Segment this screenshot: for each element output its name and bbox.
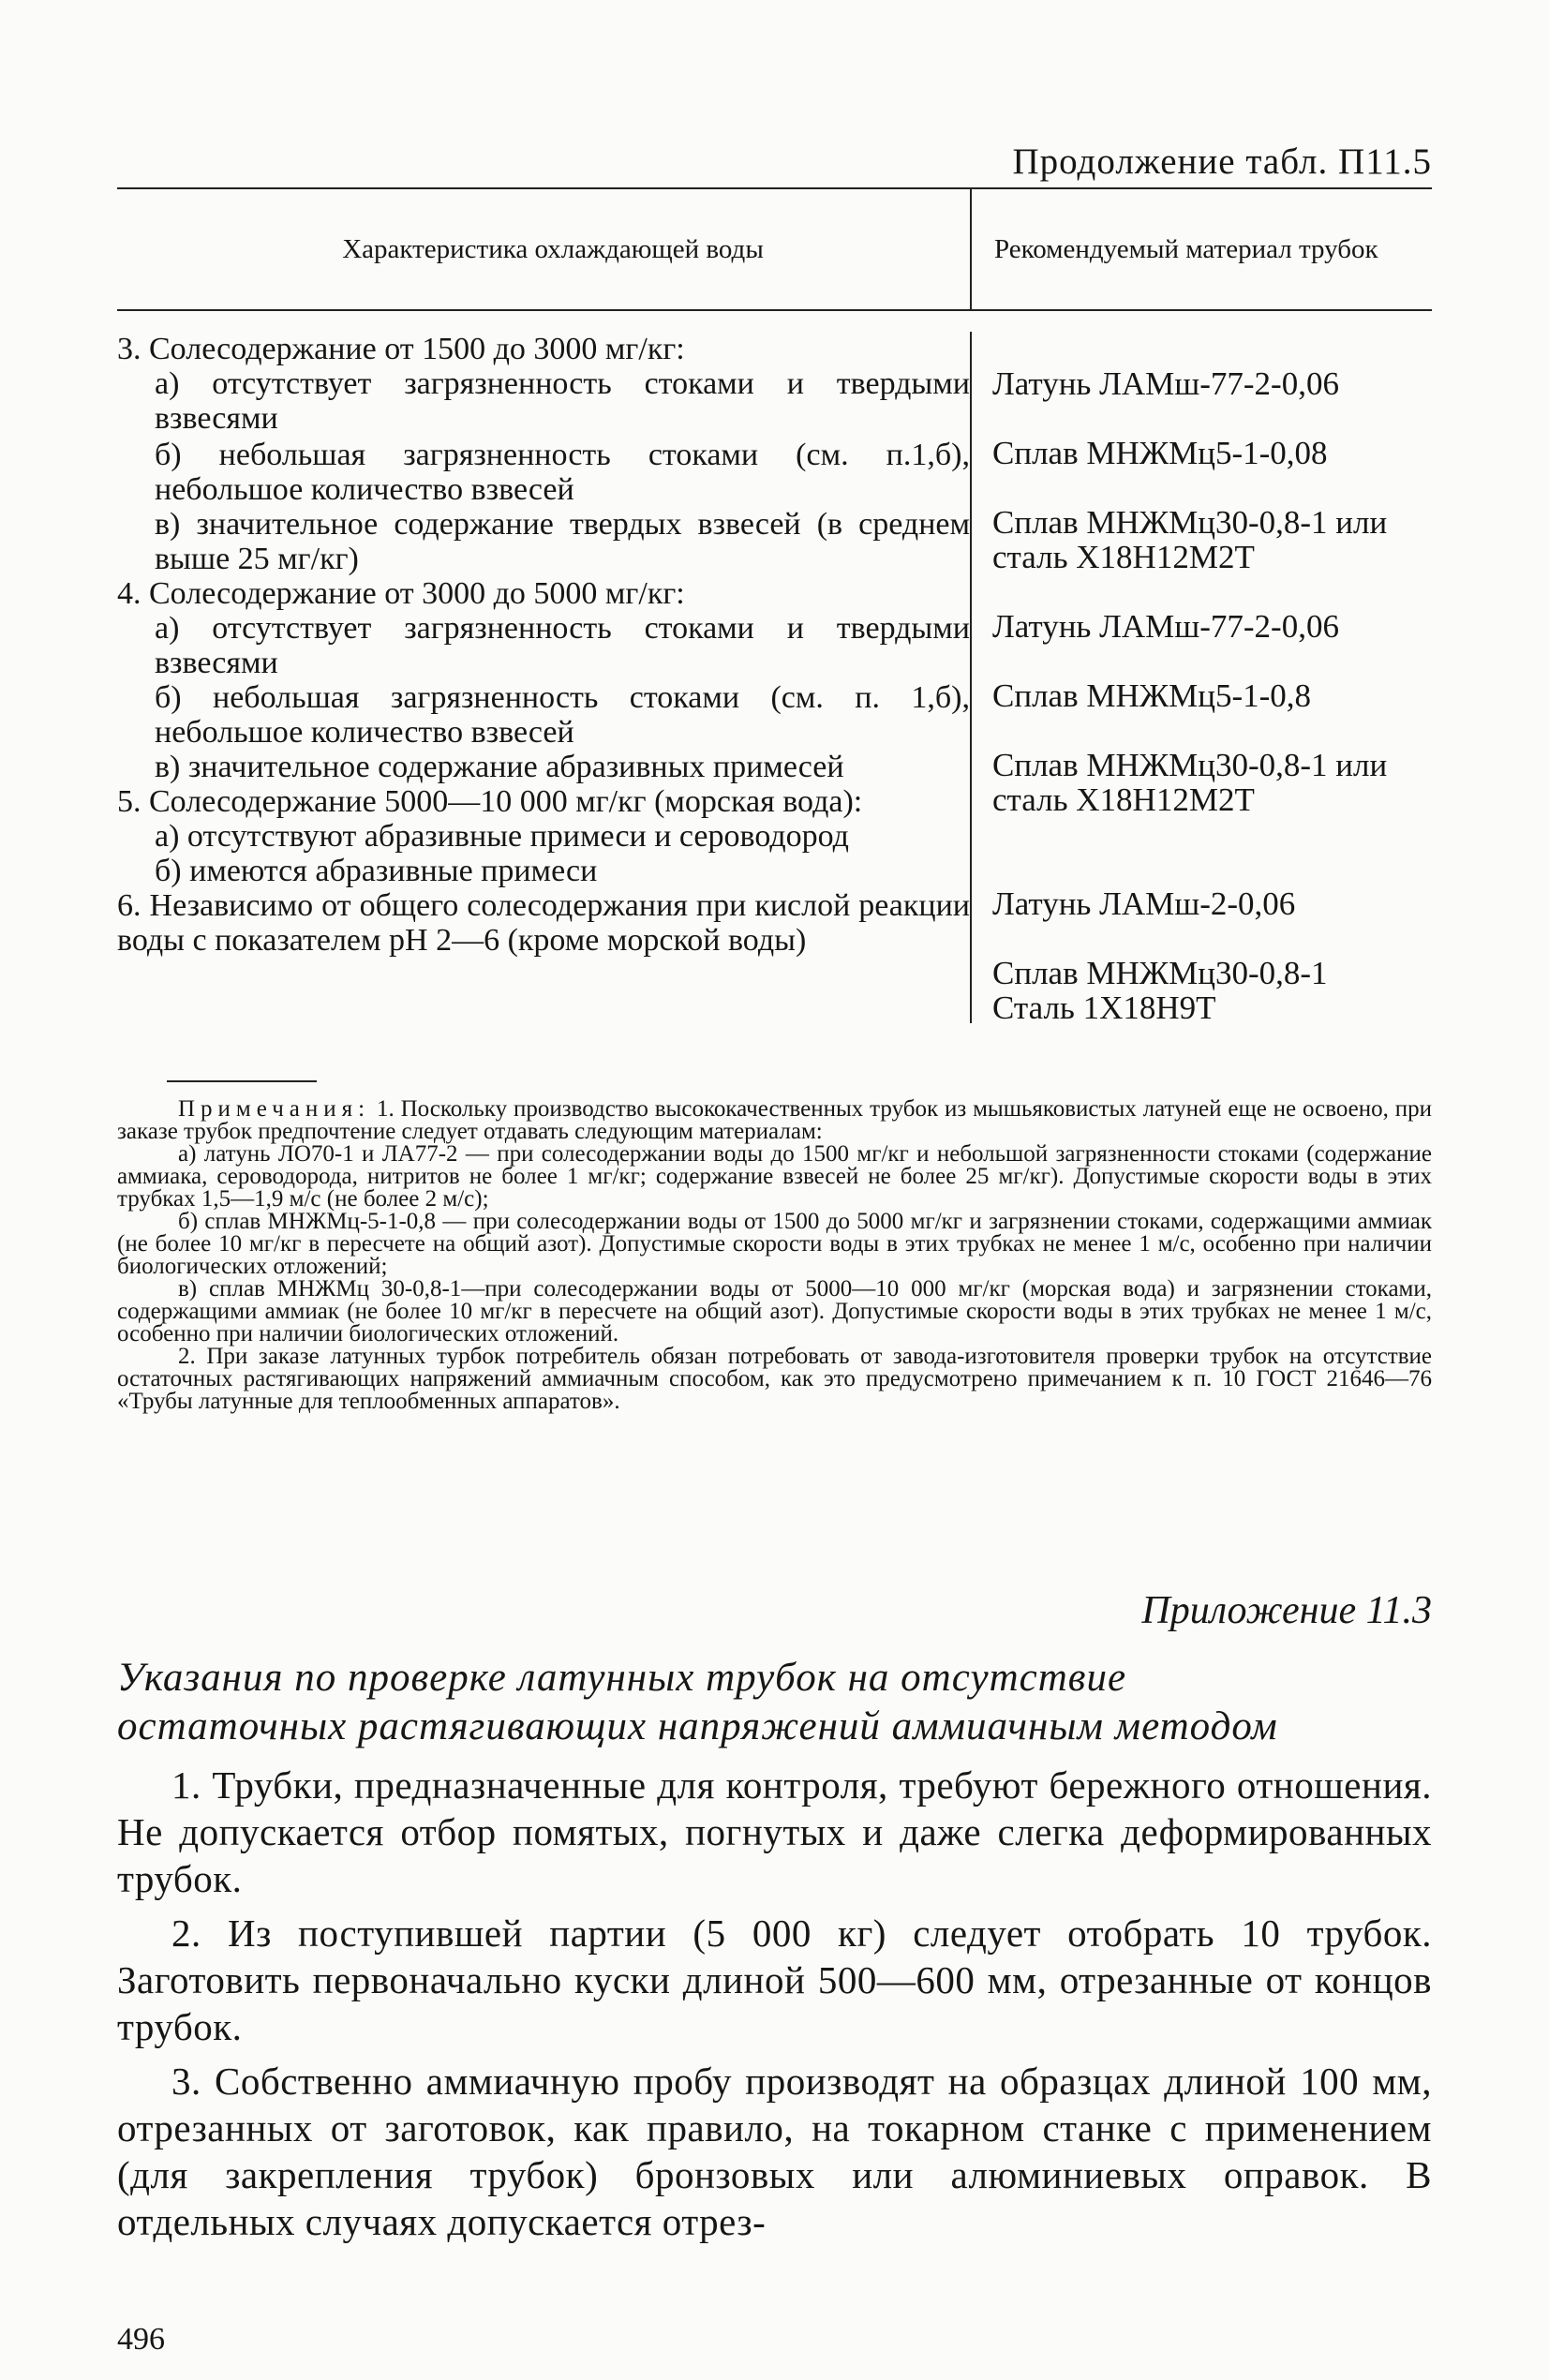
water-characteristics-column (117, 332, 970, 1025)
page-number: 496 (117, 2322, 165, 2357)
table-row: а) отсутствует загрязненность стоками и твердыми взвесями (155, 366, 970, 436)
table-row: в) значительное содержание твердых взвесей (в среднем выше 25 мг/кг) (155, 507, 970, 576)
notes-label: Примечания: (178, 1096, 371, 1122)
material-cell: Латунь ЛАМш-2-0,06 (992, 885, 1296, 922)
column-header-water: Характеристика охлаждающей воды (342, 233, 764, 264)
table-row: б) небольшая загрязненность стоками (см. п. 1,б), небольшое количество взвесей (155, 680, 970, 750)
table-row: 3. Солесодержание от 1500 до 3000 мг/кг: (117, 332, 685, 366)
table-row: б) имеются абразивные примеси (155, 854, 598, 888)
table-notes (117, 1098, 1432, 1413)
material-cell: Сплав МНЖМц30-0,8-1 или (992, 747, 1388, 783)
note-paragraph: 2. При заказе латунных турбок потребитель обязан потребовать от завода-изготовителя проверки трубок на отсутствие остаточных растягивающих напряжений аммиачным способом, как это предусмотрено примечанием к п. 10 ГОСТ 21646—76 «Трубы латунные для теплообменных аппаратов». (117, 1344, 1432, 1414)
table-row: а) отсутствуют абразивные примеси и сероводород (155, 819, 849, 854)
note-paragraph: в) сплав МНЖМц 30-0,8-1—при солесодержании воды от 5000—10 000 мг/кг (морская вода) и загрязнении стоками, содержащими аммиак (не более 10 мг/кг в пересчете на общий азот). Допустимые скорости воды в этих трубках не менее 1 м/с, особенно при наличии биологических отложений. (117, 1276, 1432, 1346)
appendix-label: Приложение 11.3 (1141, 1589, 1432, 1632)
section-title (117, 1654, 1432, 1751)
material-cell: сталь Х18Н12М2Т (992, 781, 1255, 818)
notes-rule (167, 1080, 317, 1082)
material-cell: сталь Х18Н12М2Т (992, 539, 1255, 575)
table-row: 4. Солесодержание от 3000 до 5000 мг/кг: (117, 576, 685, 611)
table-continuation-title: Продолжение табл. П11.5 (1012, 141, 1432, 182)
table-row: б) небольшая загрязненность стоками (см. п.1,б), небольшое количество взвесей (155, 438, 970, 507)
material-cell: Сталь 1Х18Н9Т (992, 989, 1216, 1026)
body-text (117, 1762, 1432, 2253)
table-row: 6. Независимо от общего солесодержания при кислой реакции воды с показателем рН 2—6 (кроме морской воды) (117, 888, 970, 958)
table-header (117, 189, 1432, 309)
material-cell: Сплав МНЖМц30-0,8-1 или (992, 504, 1388, 541)
material-column (972, 332, 1432, 1025)
material-cell: Сплав МНЖМц5-1-0,08 (992, 435, 1328, 471)
table-row: в) значительное содержание абразивных примесей (155, 750, 844, 784)
material-cell: Сплав МНЖМц30-0,8-1 (992, 955, 1328, 991)
materials-table (117, 187, 1432, 1025)
material-cell: Латунь ЛАМш-77-2-0,06 (992, 365, 1339, 402)
note-paragraph: 1. Поскольку производство высококачественных трубок из мышьяковистых латуней еще не освоено, при заказе трубок предпочтение следует отдавать следующим материалам: (117, 1096, 1432, 1144)
section-title-line: остаточных растягивающих напряжений аммиачным методом (117, 1704, 1278, 1748)
material-cell: Латунь ЛАМш-77-2-0,06 (992, 608, 1339, 645)
table-body (117, 311, 1432, 1025)
note-paragraph: б) сплав МНЖМц-5-1-0,8 — при солесодержании воды от 1500 до 5000 мг/кг и загрязнении стоками, содержащими аммиак (не более 10 мг/кг в пересчете на общий азот). Допустимые скорости воды в этих трубках не менее 1 м/с, особенно при наличии биологических отложений; (117, 1209, 1432, 1279)
note-paragraph: а) латунь ЛО70-1 и ЛА77-2 — при солесодержании воды до 1500 мг/кг и небольшой загрязненности стоками (содержание аммиака, сероводорода, нитритов не более 1 мг/кг; содержание взвесей не более 25 мг/кг). Допустимые скорости воды в этих трубках 1,5—1,9 м/с (не более 2 м/с); (117, 1141, 1432, 1212)
body-paragraph: 2. Из поступившей партии (5 000 кг) следует отобрать 10 трубок. Заготовить первоначально куски длиной 500—600 мм, отрезанные от концов трубок. (117, 1911, 1432, 2048)
section-title-line: Указания по проверке латунных трубок на отсутствие (117, 1656, 1127, 1700)
table-row: 5. Солесодержание 5000—10 000 мг/кг (морская вода): (117, 784, 863, 819)
table-row: а) отсутствует загрязненность стоками и твердыми взвесями (155, 611, 970, 680)
body-paragraph: 3. Собственно аммиачную пробу производят на образцах длиной 100 мм, отрезанных от заготовок, как правило, на токарном станке с применением (для закрепления трубок) бронзовых или алюминиевых оправок. В отдельных случаях допускается отрез- (117, 2060, 1432, 2243)
column-header-material: Рекомендуемый материал трубок (994, 233, 1378, 264)
body-paragraph: 1. Трубки, предназначенные для контроля, требуют бережного отношения. Не допускается отбор помятых, погнутых и даже слегка деформированных трубок. (117, 1763, 1432, 1900)
material-cell: Сплав МНЖМц5-1-0,8 (992, 677, 1312, 714)
